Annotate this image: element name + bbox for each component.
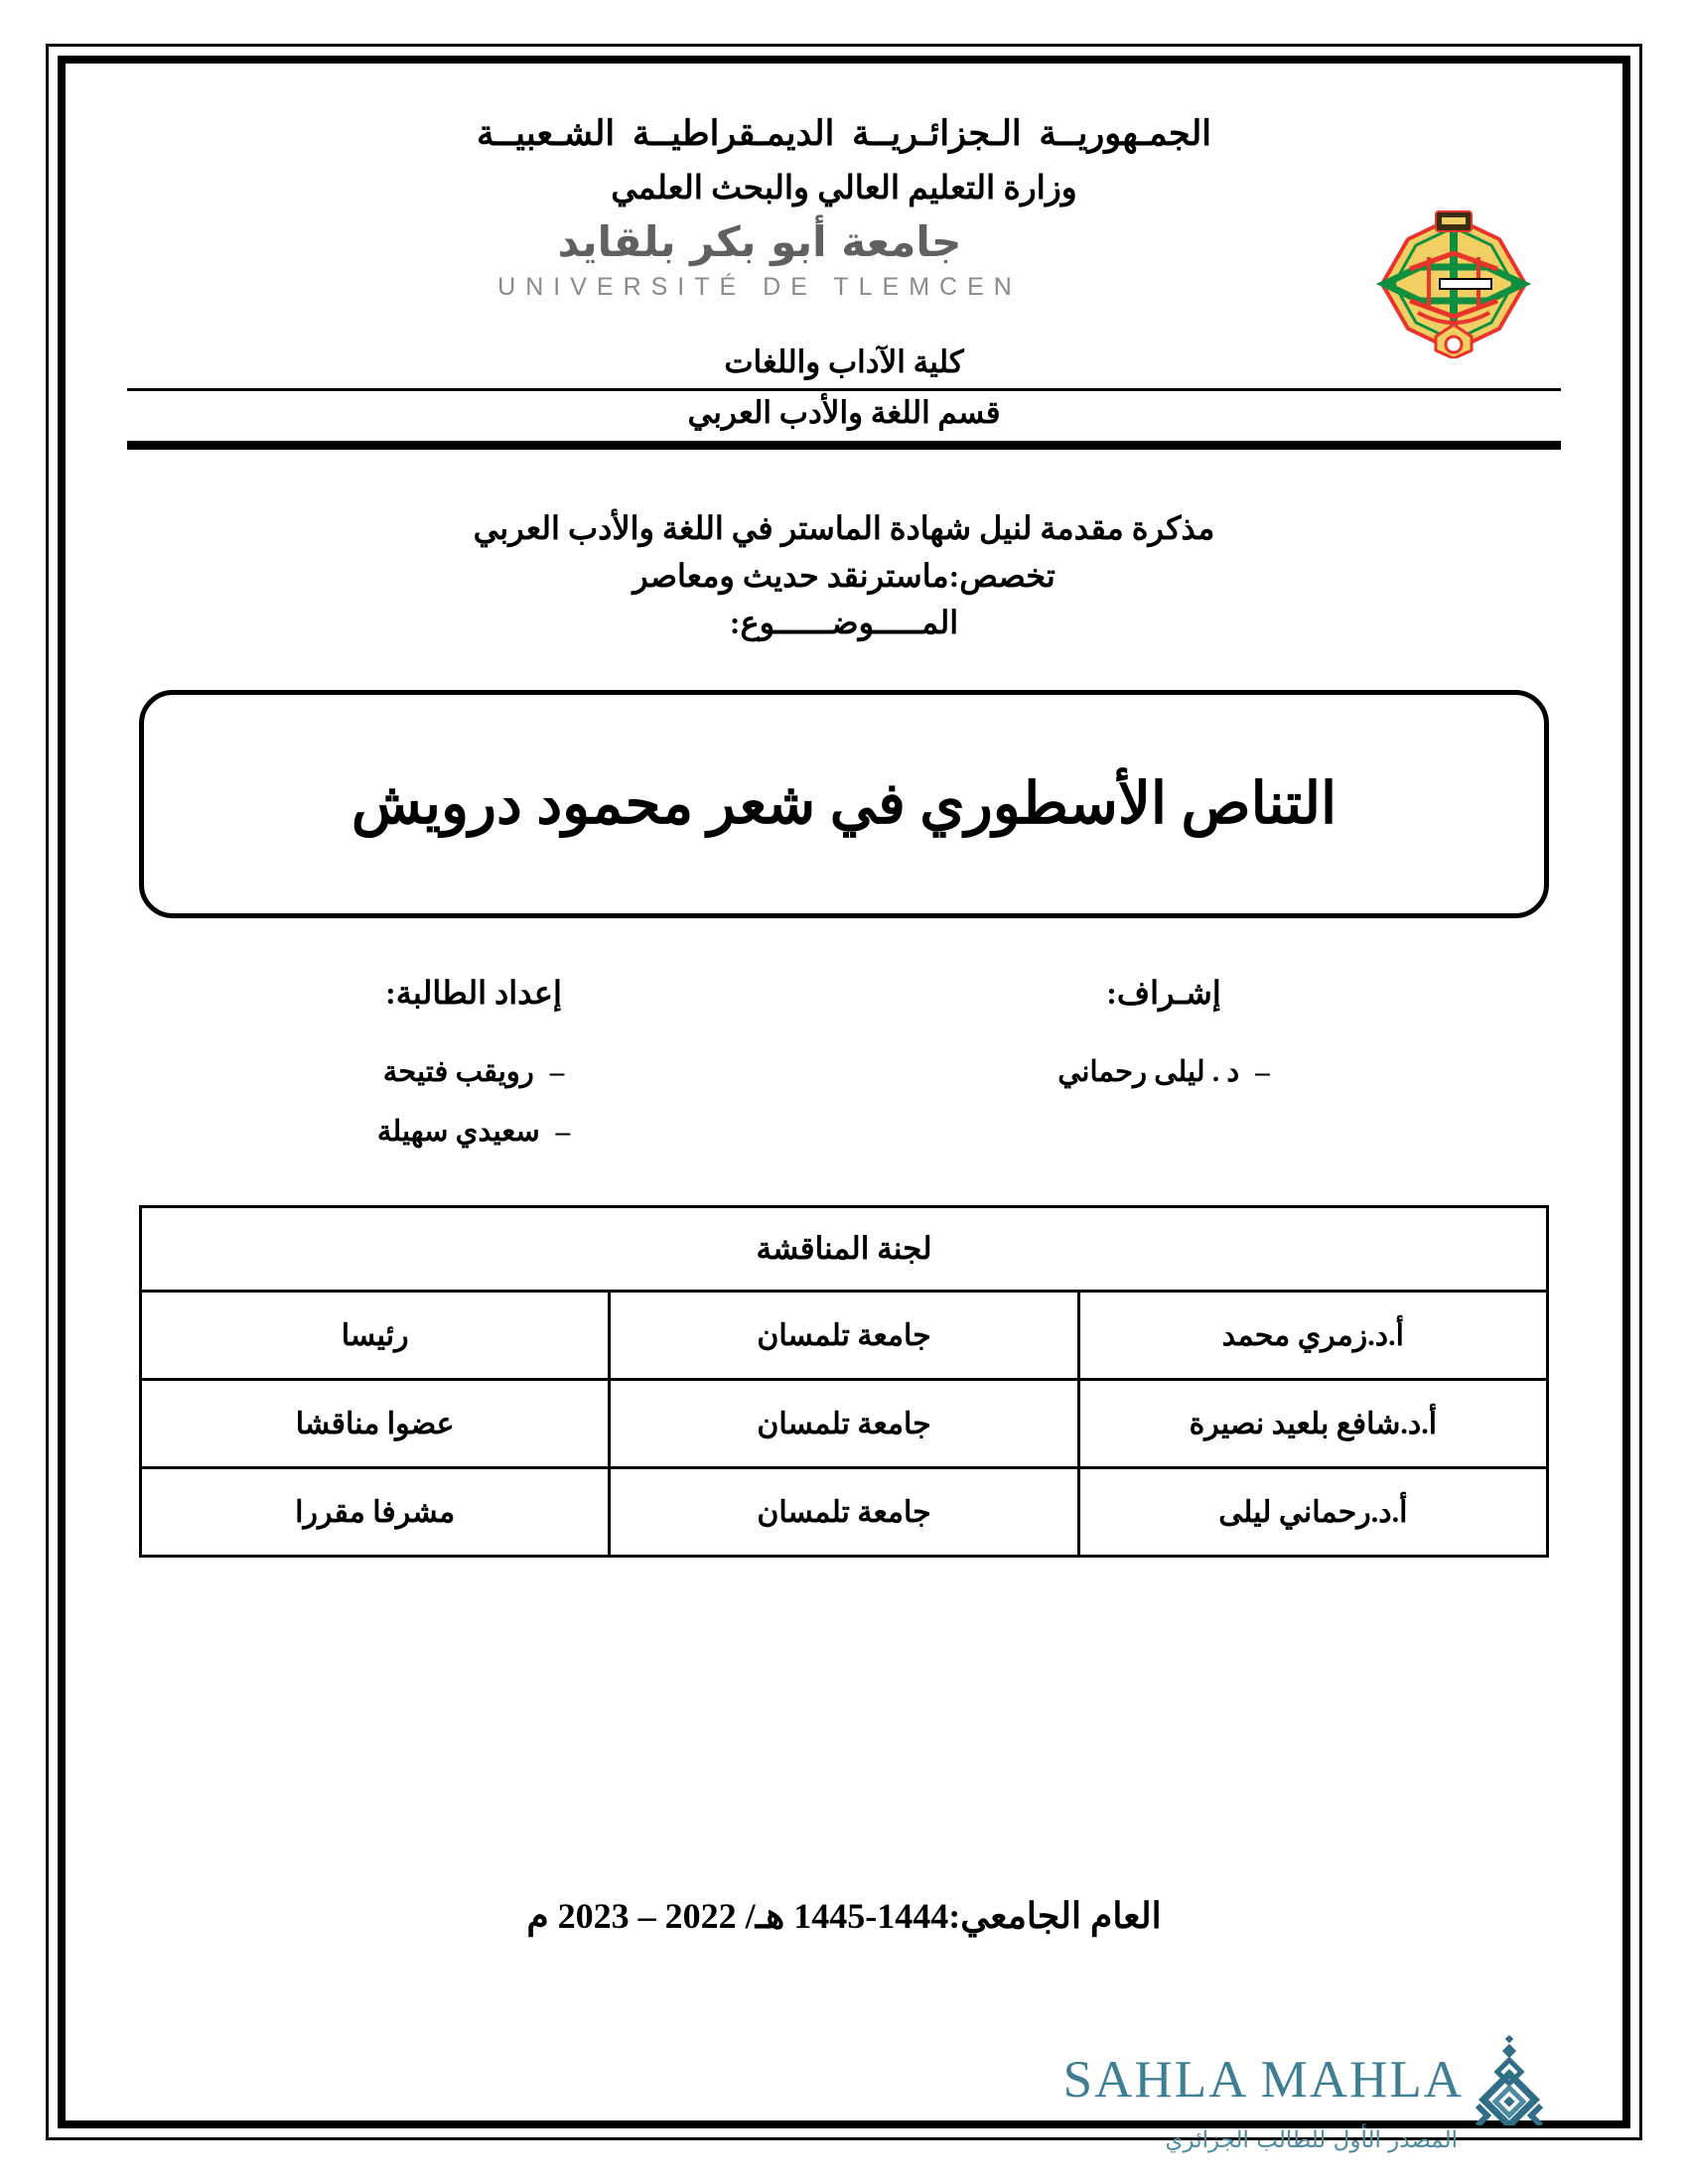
supervisor-heading: إشـراف: (1106, 975, 1221, 1012)
degree-line-2: تخصص:ماسترنقد حديث ومعاصر (633, 557, 1055, 594)
thesis-title-box (139, 690, 1549, 918)
list-item (145, 1043, 802, 1102)
jury-table (139, 1205, 1549, 1558)
table-row (141, 1380, 1548, 1468)
jury-member-role: عضوا مناقشا (141, 1380, 610, 1468)
page-outer-border (46, 44, 1642, 2153)
bullet-dash: – (549, 1056, 565, 1089)
bullet-dash: – (1255, 1056, 1270, 1089)
page-inner-border (58, 56, 1630, 2153)
faculty-line: كلية الآداب واللغات (724, 344, 964, 380)
supervisor-list (844, 1043, 1483, 1102)
jury-member-role: رئيسا (141, 1292, 610, 1380)
university-name-french: UNIVERSITÉ DE TLEMCEN (497, 273, 1022, 302)
ministry-heading: وزارة التعليم العالي والبحث العلمي (611, 170, 1077, 206)
divider-thick (127, 441, 1561, 450)
people-section (127, 974, 1561, 1161)
university-name-arabic: جامعة أبو بكر بلقايد (557, 217, 962, 267)
university-logo-row (127, 217, 1561, 344)
thesis-title: التناص الأسطوري في شعر محمود درويش (351, 771, 1337, 837)
degree-statement (127, 505, 1561, 646)
jury-title-row (141, 1207, 1548, 1292)
tlemcen-university-emblem-icon (1374, 209, 1533, 358)
supervisor-name: د . ليلى رحماني (1057, 1056, 1240, 1089)
cover-page-content (66, 64, 1622, 2153)
sahla-mahla-diamond-mark-icon (1474, 2034, 1545, 2125)
department-line: قسم اللغة والأدب العربي (687, 395, 1001, 431)
watermark-brand-row (1049, 2034, 1545, 2125)
jury-member-name: أ.د.رحماني ليلى (1078, 1468, 1547, 1557)
jury-member-institution: جامعة تلمسان (610, 1380, 1078, 1468)
jury-table-wrapper (139, 1205, 1549, 1558)
supervisor-column (844, 974, 1543, 1161)
subject-label: المـــــوضــــــوع: (729, 605, 959, 641)
jury-member-institution: جامعة تلمسان (610, 1292, 1078, 1380)
table-row (141, 1468, 1548, 1557)
list-item (145, 1103, 802, 1161)
jury-member-name: أ.د.زمري محمد (1078, 1292, 1547, 1380)
list-item (844, 1043, 1483, 1102)
jury-member-role: مشرفا مقررا (141, 1468, 610, 1557)
degree-line-1: مذكرة مقدمة لنيل شهادة الماستر في اللغة والأدب العربي (473, 510, 1215, 547)
bullet-dash: – (555, 1115, 571, 1148)
jury-member-name: أ.د.شافع بلعيد نصيرة (1078, 1380, 1547, 1468)
watermark-brand-name: SAHLA MAHLA (1062, 2050, 1464, 2109)
table-row (141, 1292, 1548, 1380)
student-heading: إعداد الطالبة: (385, 975, 562, 1012)
student-name: رويقب فتيحة (382, 1056, 534, 1089)
jury-member-institution: جامعة تلمسان (610, 1468, 1078, 1557)
sahla-mahla-watermark (1049, 2034, 1545, 2163)
student-name: سعيدي سهيلة (376, 1115, 540, 1148)
jury-table-title: لجنة المناقشة (141, 1207, 1548, 1292)
student-list (145, 1043, 802, 1161)
divider-thin (127, 388, 1561, 391)
student-column (145, 974, 844, 1161)
academic-year: العام الجامعي:1444-1445 هـ/ 2022 – 2023 م (526, 1896, 1162, 1936)
republic-heading: الجمـهوريــة الـجزائـريــة الديمـقراطيــة الشـعبيــة (476, 114, 1211, 153)
university-wordmark (127, 217, 1392, 302)
watermark-tagline: المصدر الأول للطالب الجزائري (1165, 2127, 1458, 2153)
